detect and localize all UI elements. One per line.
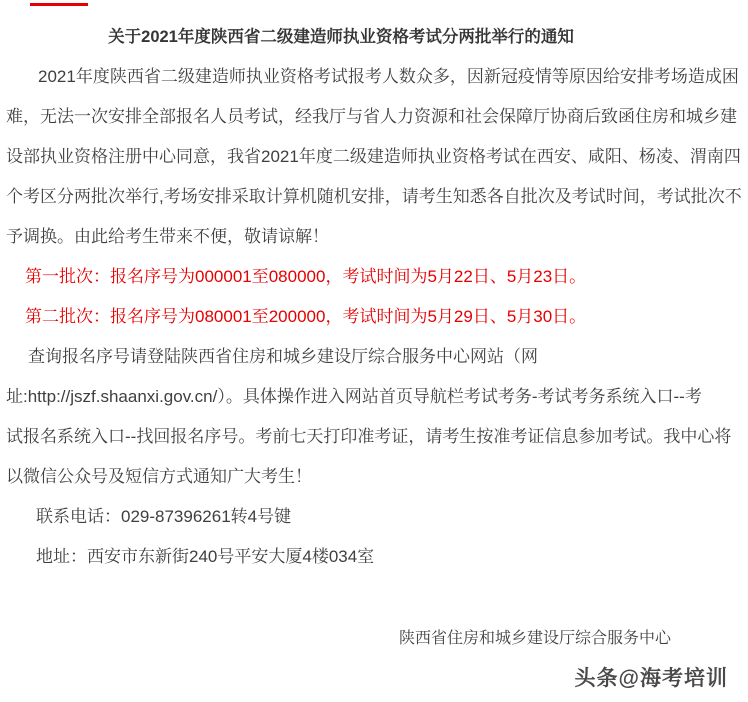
paragraph2-line2-website-url: 址:http://jszf.shaanxi.gov.cn/）。具体操作进入网站首页导航栏考试考务-考试考务系统入口--考 bbox=[6, 387, 702, 406]
notice-title: 关于2021年度陕西省二级建造师执业资格考试分两批举行的通知 bbox=[108, 28, 574, 46]
issuer-signature: 陕西省住房和城乡建设厅综合服务中心 bbox=[398, 630, 671, 647]
batch-2-line: 第二批次：报名序号为080001至200000，考试时间为5月29日、5月30日。 bbox=[25, 307, 587, 326]
address-line: 地址：西安市东新街240号平安大厦4楼034室 bbox=[36, 547, 375, 566]
paragraph1-line1: 2021年度陕西省二级建造师执业资格考试报考人数众多，因新冠疫情等原因给安排考场造成困 bbox=[38, 67, 739, 86]
paragraph2-line1: 查询报名序号请登陆陕西省住房和城乡建设厅综合服务中心网站（网 bbox=[28, 347, 538, 366]
paragraph1-line2: 难，无法一次安排全部报名人员考试，经我厅与省人力资源和社会保障厅协商后致函住房和城乡建 bbox=[6, 107, 737, 126]
paragraph1-line5: 予调换。由此给考生带来不便，敬请谅解！ bbox=[6, 227, 329, 246]
paragraph2-line3: 试报名系统入口--找回报名序号。考前七天打印准考证，请考生按准考证信息参加考试。我中心将 bbox=[6, 427, 732, 446]
batch-1-line: 第一批次：报名序号为000001至080000，考试时间为5月22日、5月23日。 bbox=[25, 267, 587, 286]
paragraph1-line4: 个考区分两批次举行,考场安排采取计算机随机安排，请考生知悉各自批次及考试时间，考试批次不 bbox=[6, 187, 742, 206]
contact-phone-line: 联系电话：029-87396261转4号键 bbox=[36, 507, 292, 526]
paragraph2-line4: 以微信公众号及短信方式通知广大考生！ bbox=[6, 467, 312, 486]
paragraph1-line3: 设部执业资格注册中心同意，我省2021年度二级建造师执业资格考试在西安、咸阳、杨凌、渭南四 bbox=[6, 147, 741, 166]
toutiao-watermark: 头条@海考培训 bbox=[574, 667, 728, 690]
top-left-red-dash bbox=[30, 3, 88, 6]
